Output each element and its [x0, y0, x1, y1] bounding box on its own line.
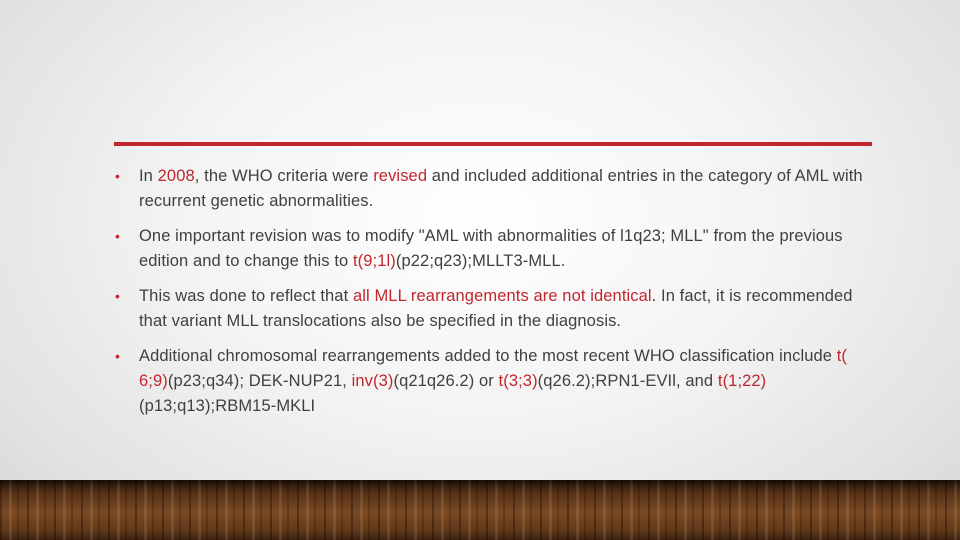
text-run: (q21q26.2) or	[393, 372, 499, 390]
bullet-list	[112, 164, 872, 429]
floor-shadow	[0, 480, 960, 488]
bullet-item	[112, 344, 872, 419]
bullet-item	[112, 224, 872, 274]
text-run: In	[139, 167, 158, 185]
text-run: (q26.2);RPN1-EVIl, and	[537, 372, 718, 390]
bullet-dot-icon: •	[115, 228, 121, 244]
text-run: One important revision was to modify "AML with abnormalities of l1q23; MLL" from the previous edition and to change this to	[139, 227, 843, 270]
highlighted-text: t( 6;9)	[139, 347, 848, 390]
bullet-item	[112, 164, 872, 214]
bullet-dot-icon: •	[115, 348, 121, 364]
highlighted-text: inv(3)	[351, 372, 394, 390]
text-run: (p23;q34); DEK-NUP21,	[167, 372, 352, 390]
highlighted-text: revised	[373, 167, 428, 185]
highlighted-text: t(9;1l)	[353, 252, 396, 270]
highlighted-text: 2008	[157, 167, 195, 185]
text-run: . In fact, it is recommended that variant MLL translocations also be specified in the diagnosis.	[139, 287, 853, 330]
text-run: Additional chromosomal rearrangements added to the most recent WHO classification include	[139, 347, 837, 365]
bullet-dot-icon: •	[115, 288, 121, 304]
highlighted-text: t(3;3)	[498, 372, 538, 390]
wood-floor	[0, 480, 960, 540]
bullet-dot-icon: •	[115, 168, 121, 184]
text-run: , the WHO criteria were	[194, 167, 374, 185]
highlighted-text: all MLL rearrangements are not identical	[352, 287, 652, 305]
text-run: (p22;q23);MLLT3-MLL.	[395, 252, 566, 270]
title-divider-line	[114, 142, 872, 146]
text-run: This was done to reflect that	[139, 287, 353, 305]
bullet-item	[112, 284, 872, 334]
highlighted-text: t(1;22)	[717, 372, 767, 390]
text-run: (p13;q13);RBM15-MKLI	[139, 397, 316, 415]
text-run: and included additional entries in the category of AML with recurrent genetic abnormalities.	[139, 167, 863, 210]
